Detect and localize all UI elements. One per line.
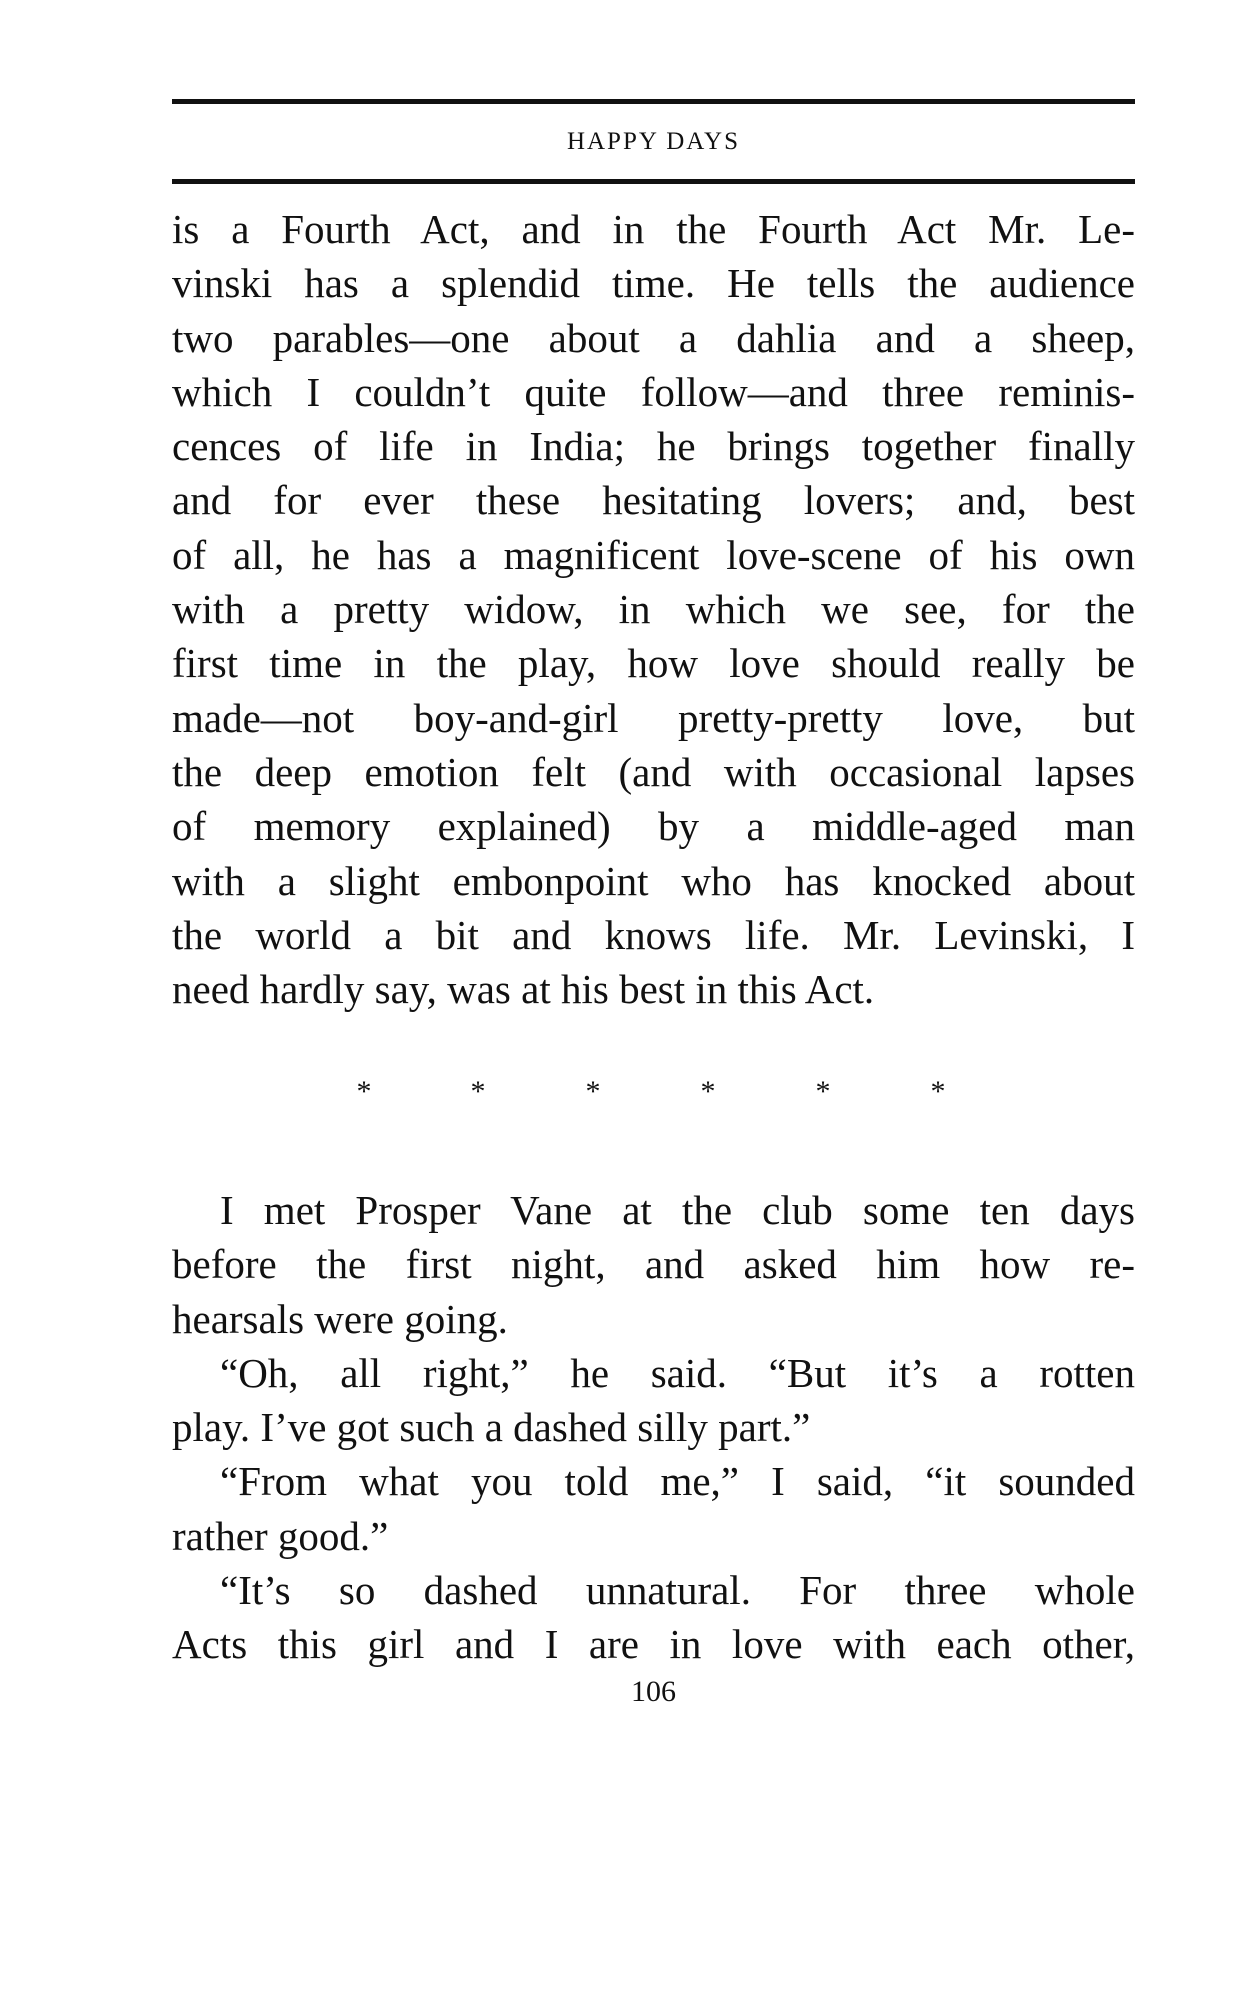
page-number: 106: [631, 1675, 676, 1708]
text-line: Acts this girl and I are in love with each other,: [172, 1621, 1135, 1668]
section-separator: [0, 1072, 1254, 1112]
section-2-text: [172, 1183, 1135, 1672]
text-line: the deep emotion felt (and with occasional lapses: [172, 748, 1135, 795]
text-line: with a pretty widow, in which we see, for the: [172, 586, 1135, 633]
text-line: of all, he has a magnificent love-scene of his own: [172, 531, 1135, 578]
section-1-text: [172, 202, 1135, 1016]
text-line: is a Fourth Act, and in the Fourth Act Mr. Le-: [172, 206, 1135, 252]
text-line: rather good.”: [172, 1512, 389, 1559]
text-line: two parables—one about a dahlia and a sheep,: [172, 314, 1135, 361]
text-line: first time in the play, how love should really be: [172, 640, 1135, 687]
asterisk: *: [356, 1075, 372, 1108]
text-line: vinski has a splendid time. He tells the audience: [172, 260, 1135, 307]
text-line: “It’s so dashed unnatural. For three whole: [220, 1567, 1135, 1614]
header-rule-bottom: [172, 179, 1135, 184]
text-line: “Oh, all right,” he said. “But it’s a rotten: [220, 1349, 1135, 1396]
text-line: and for ever these hesitating lovers; and, best: [172, 477, 1135, 524]
text-line: before the first night, and asked him how re-: [172, 1241, 1135, 1288]
text-line: hearsals were going.: [172, 1295, 508, 1342]
asterisk: *: [470, 1075, 486, 1108]
asterisk: *: [585, 1075, 601, 1108]
asterisk: *: [930, 1075, 946, 1108]
text-line: the world a bit and knows life. Mr. Levinski, I: [172, 911, 1135, 958]
text-line: I met Prosper Vane at the club some ten days: [220, 1187, 1135, 1233]
text-line: of memory explained) by a middle-aged man: [172, 803, 1135, 850]
text-line: made—not boy-and-girl pretty-pretty love, but: [172, 694, 1135, 741]
asterisk: *: [815, 1075, 831, 1108]
text-line: “From what you told me,” I said, “it sounded: [220, 1458, 1135, 1505]
text-line: need hardly say, was at his best in this Act.: [172, 966, 875, 1013]
asterisk: *: [700, 1075, 716, 1108]
text-line: which I couldn’t quite follow—and three reminis-: [172, 368, 1135, 415]
text-line: cences of life in India; he brings together finally: [172, 423, 1135, 470]
running-head: HAPPY DAYS: [566, 128, 741, 155]
header-rule-top: [172, 99, 1135, 104]
text-line: with a slight embonpoint who has knocked about: [172, 857, 1135, 904]
text-line: play. I’ve got such a dashed silly part.”: [172, 1404, 811, 1451]
